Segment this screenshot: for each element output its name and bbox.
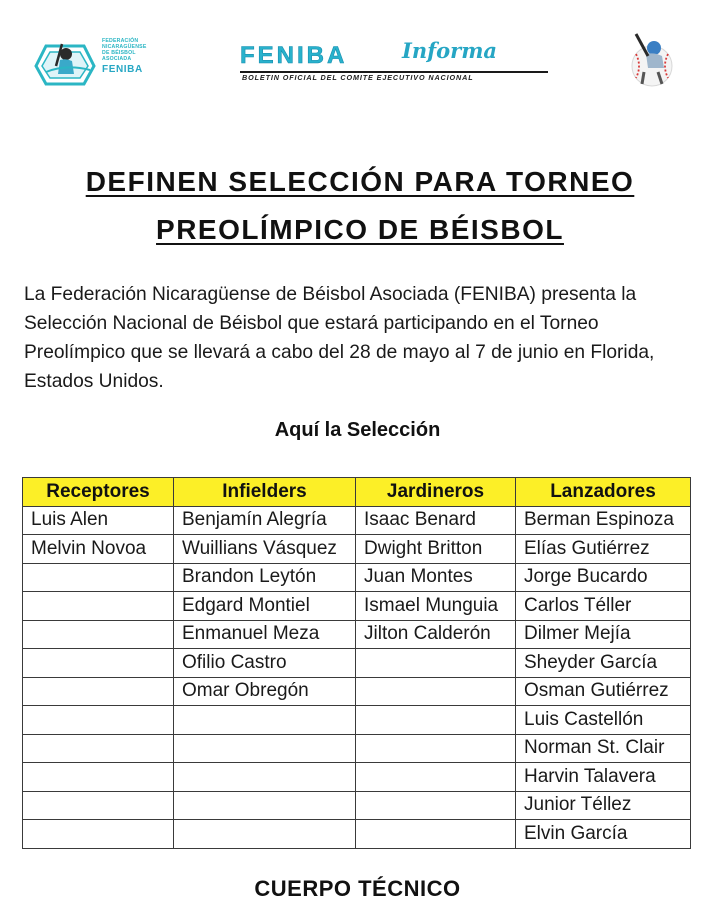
roster-cell bbox=[23, 706, 174, 735]
table-row bbox=[23, 677, 691, 706]
table-row bbox=[23, 820, 691, 849]
roster-cell: Omar Obregón bbox=[174, 677, 356, 706]
table-row bbox=[23, 563, 691, 592]
roster-cell bbox=[356, 677, 516, 706]
roster-body bbox=[23, 506, 691, 848]
column-header-infielders: Infielders bbox=[174, 478, 356, 507]
roster-cell bbox=[23, 649, 174, 678]
roster-cell: Edgard Montiel bbox=[174, 592, 356, 621]
roster-cell bbox=[356, 763, 516, 792]
federation-name-text: FEDERACIÓN NICARAGÜENSE DE BÉISBOL ASOCIADA FENIBA bbox=[102, 38, 172, 76]
baseball-emblem bbox=[618, 32, 688, 88]
table-row bbox=[23, 763, 691, 792]
roster-cell bbox=[23, 791, 174, 820]
baseball-player-logo-icon bbox=[32, 36, 104, 88]
roster-cell bbox=[356, 649, 516, 678]
roster-cell bbox=[174, 820, 356, 849]
roster-cell: Isaac Benard bbox=[356, 506, 516, 535]
roster-cell bbox=[23, 820, 174, 849]
roster-cell: Ismael Munguia bbox=[356, 592, 516, 621]
table-row bbox=[23, 649, 691, 678]
roster-cell: Sheyder García bbox=[516, 649, 691, 678]
roster-header-row bbox=[23, 478, 691, 507]
roster-cell: Ofilio Castro bbox=[174, 649, 356, 678]
roster-cell: Luis Alen bbox=[23, 506, 174, 535]
roster-cell: Dilmer Mejía bbox=[516, 620, 691, 649]
roster-cell: Dwight Britton bbox=[356, 535, 516, 564]
roster-cell: Jilton Calderón bbox=[356, 620, 516, 649]
table-row bbox=[23, 592, 691, 621]
roster-cell bbox=[174, 706, 356, 735]
page-header bbox=[0, 0, 720, 100]
roster-cell bbox=[23, 620, 174, 649]
roster-cell bbox=[356, 820, 516, 849]
batter-baseball-icon bbox=[618, 32, 688, 88]
selection-heading: Aquí la Selección bbox=[274, 419, 441, 441]
roster-cell bbox=[23, 734, 174, 763]
roster-cell: Enmanuel Meza bbox=[174, 620, 356, 649]
column-header-jardineros: Jardineros bbox=[356, 478, 516, 507]
masthead-title: FENIBA bbox=[240, 42, 348, 69]
roster-cell: Berman Espinoza bbox=[516, 506, 691, 535]
roster-cell bbox=[356, 734, 516, 763]
table-row bbox=[23, 535, 691, 564]
roster-table bbox=[22, 477, 691, 849]
roster-cell bbox=[174, 763, 356, 792]
roster-cell: Juan Montes bbox=[356, 563, 516, 592]
table-row bbox=[23, 620, 691, 649]
table-row bbox=[23, 706, 691, 735]
roster-cell: Norman St. Clair bbox=[516, 734, 691, 763]
roster-cell bbox=[23, 763, 174, 792]
roster-cell bbox=[174, 791, 356, 820]
roster-cell: Carlos Téller bbox=[516, 592, 691, 621]
feniba-federation-logo bbox=[32, 36, 172, 88]
roster-cell bbox=[23, 563, 174, 592]
roster-cell: Benjamín Alegría bbox=[174, 506, 356, 535]
headline-line-2: PREOLÍMPICO DE BÉISBOL bbox=[156, 214, 564, 245]
article-headline bbox=[0, 158, 720, 254]
table-row bbox=[23, 506, 691, 535]
column-header-lanzadores: Lanzadores bbox=[516, 478, 691, 507]
masthead-subtitle: BOLETIN OFICIAL DEL COMITE EJECUTIVO NACIONAL bbox=[242, 73, 474, 82]
roster-cell: Elvin García bbox=[516, 820, 691, 849]
roster-cell: Luis Castellón bbox=[516, 706, 691, 735]
table-row bbox=[23, 791, 691, 820]
roster-cell: Harvin Talavera bbox=[516, 763, 691, 792]
roster-cell: Junior Téllez bbox=[516, 791, 691, 820]
intro-paragraph: La Federación Nicaragüense de Béisbol Asociada (FENIBA) presenta la Selección Nacional de Béisbol que estará participando en el Torneo Preolímpico que se llevará a cabo del 28 de mayo al 7 de junio en Florida, Estados Unidos. bbox=[24, 284, 655, 392]
roster-cell bbox=[174, 734, 356, 763]
bulletin-masthead bbox=[240, 38, 560, 82]
masthead-script: Informa bbox=[402, 38, 498, 63]
roster-cell: Brandon Leytón bbox=[174, 563, 356, 592]
headline-line-1: DEFINEN SELECCIÓN PARA TORNEO bbox=[85, 166, 635, 197]
roster-cell bbox=[23, 677, 174, 706]
roster-cell bbox=[356, 791, 516, 820]
coaching-staff-heading: CUERPO TÉCNICO bbox=[254, 876, 461, 901]
roster-cell: Melvin Novoa bbox=[23, 535, 174, 564]
roster-cell: Osman Gutiérrez bbox=[516, 677, 691, 706]
column-header-receptores: Receptores bbox=[23, 478, 174, 507]
roster-cell: Jorge Bucardo bbox=[516, 563, 691, 592]
roster-cell bbox=[356, 706, 516, 735]
roster-cell bbox=[23, 592, 174, 621]
roster-cell: Wuillians Vásquez bbox=[174, 535, 356, 564]
federation-brand: FENIBA bbox=[102, 64, 143, 75]
table-row bbox=[23, 734, 691, 763]
roster-cell: Elías Gutiérrez bbox=[516, 535, 691, 564]
